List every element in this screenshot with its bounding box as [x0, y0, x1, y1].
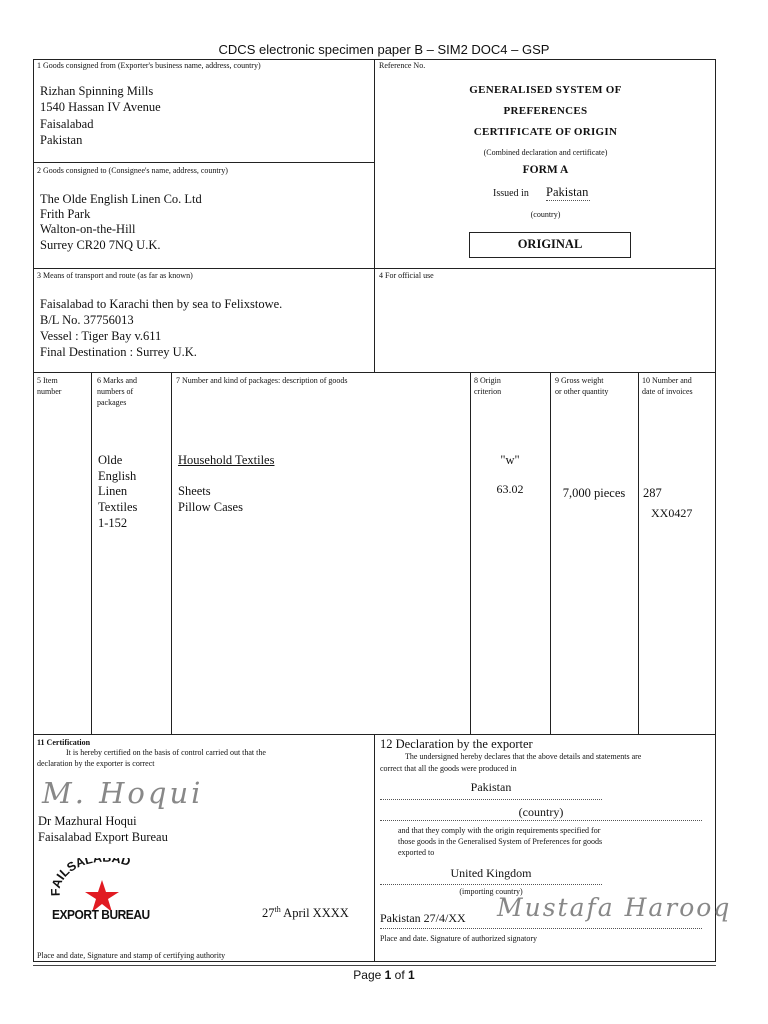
page-indicator	[0, 968, 768, 982]
box4-label: 4 For official use	[379, 271, 434, 280]
form-a-label: FORM A	[522, 164, 569, 176]
box1-label: 1 Goods consigned from (Exporter's business name, address, country)	[37, 61, 261, 70]
col9-header-2: or other quantity	[555, 387, 609, 396]
page-number: 1	[384, 968, 392, 982]
goods-description-title: Household Textiles	[178, 453, 275, 467]
col5-header-1: 5 Item	[37, 376, 58, 385]
gsp-title-2: PREFERENCES	[503, 105, 588, 117]
transport-line-4: Final Destination : Surrey U.K.	[40, 345, 197, 359]
col7-header: 7 Number and kind of packages: description of goods	[176, 376, 348, 385]
certifier-organisation: Faisalabad Export Bureau	[38, 830, 168, 844]
goods-item-2: Pillow Cases	[178, 500, 243, 514]
invoice-number: 287	[643, 486, 662, 500]
invoice-reference: XX0427	[651, 506, 693, 520]
col6-header-2: numbers of	[97, 387, 134, 396]
box2-label: 2 Goods consigned to (Consignee's name, address, country)	[37, 166, 228, 175]
page-mid: of	[391, 968, 409, 982]
divider-box3	[33, 372, 716, 373]
certification-date-day: 27	[262, 906, 275, 921]
exporter-signature: Mustafa Harooq	[497, 893, 732, 922]
col8-header-1: 8 Origin	[474, 376, 501, 385]
issued-country-caption: (country)	[530, 210, 561, 219]
gsp-title-3: CERTIFICATE OF ORIGIN	[473, 126, 618, 138]
declaration-text-1: The undersigned hereby declares that the above details and statements are	[405, 752, 642, 761]
stamp-bottom-text: EXPORT BUREAU	[52, 907, 150, 922]
transport-line-2: B/L No. 37756013	[40, 313, 134, 327]
col6-header-1: 6 Marks and	[97, 376, 137, 385]
certification-date-suffix: th	[274, 905, 281, 914]
col-divider-7	[470, 372, 471, 734]
box12-title: 12 Declaration by the exporter	[380, 737, 533, 751]
declaration-text-5: exported to	[398, 848, 435, 857]
exporter-line-3: Faisalabad	[40, 117, 94, 131]
goods-item-1: Sheets	[178, 484, 211, 498]
divider-box2	[33, 268, 716, 269]
box12-footer: Place and date. Signature of authorized signatory	[380, 934, 538, 943]
importing-country-line	[380, 884, 602, 885]
col10-header-1: 10 Number and	[642, 376, 692, 385]
declaration-text-3: and that they comply with the origin requirements specified for	[398, 826, 601, 835]
exporter-line-2: 1540 Hassan IV Avenue	[40, 100, 161, 114]
marks-line-5: 1-152	[98, 516, 128, 530]
importing-country-caption: (importing country)	[459, 887, 523, 896]
gross-quantity: 7,000 pieces	[562, 486, 626, 500]
declaration-text-2: correct that all the goods were produced in	[380, 764, 517, 773]
stamp-arc-text	[50, 858, 132, 896]
stamp-top-text: AILSALA AD	[50, 858, 133, 890]
exporter-line-4: Pakistan	[40, 133, 83, 147]
col9-header-1: 9 Gross weight	[555, 376, 604, 385]
col8-header-2: criterion	[474, 387, 502, 396]
box3-label: 3 Means of transport and route (as far as known)	[37, 271, 193, 280]
certifier-signature: M. Hoqui	[42, 776, 204, 810]
marks-line-4: Textiles	[98, 500, 138, 514]
signature-line	[380, 928, 702, 929]
footer-rule	[33, 965, 716, 966]
col10-header-2: date of invoices	[642, 387, 693, 396]
marks-line-3: Linen	[98, 484, 128, 498]
production-country-caption: (country)	[518, 805, 564, 819]
origin-criterion: "w"	[500, 453, 520, 467]
page-prefix: Page	[353, 968, 385, 982]
original-label: ORIGINAL	[517, 237, 583, 251]
origin-criterion-code: 63.02	[496, 482, 524, 496]
marks-line-1: Olde	[98, 453, 123, 467]
consignee-line-1: The Olde English Linen Co. Ltd	[40, 192, 202, 206]
certifier-name: Dr Mazhural Hoqui	[38, 814, 137, 828]
transport-line-3: Vessel : Tiger Bay v.611	[40, 329, 162, 343]
importing-country: United Kingdom	[450, 866, 532, 880]
bottom-divider	[374, 734, 375, 962]
certification-text-2: declaration by the exporter is correct	[37, 759, 155, 768]
gsp-title-1: GENERALISED SYSTEM OF	[469, 84, 622, 96]
consignee-line-4: Surrey CR20 7NQ U.K.	[40, 238, 161, 252]
declaration-place-date: Pakistan 27/4/XX	[380, 911, 466, 925]
certification-date	[262, 905, 349, 921]
page-total: 1	[408, 968, 415, 982]
box11-footer: Place and date, Signature and stamp of certifying authority	[37, 951, 226, 960]
col-divider-8	[550, 372, 551, 734]
document-header: CDCS electronic specimen paper B – SIM2 DOC4 – GSP	[218, 42, 550, 57]
marks-line-2: English	[98, 469, 137, 483]
issued-in-label: Issued in	[493, 188, 529, 199]
production-country: Pakistan	[470, 780, 512, 794]
production-country-line	[380, 799, 602, 800]
divider-box1	[33, 162, 375, 163]
consignee-line-3: Walton-on-the-Hill	[40, 222, 136, 236]
gsp-subtitle: (Combined declaration and certificate)	[483, 148, 608, 157]
exporter-line-1: Rizhan Spinning Mills	[40, 84, 154, 98]
declaration-text-4: those goods in the Generalised System of Preferences for goods	[398, 837, 603, 846]
col-divider-9	[638, 372, 639, 734]
col6-header-3: packages	[97, 398, 127, 407]
consignee-line-2: Frith Park	[40, 207, 91, 221]
box11-label: 11 Certification	[37, 738, 91, 747]
transport-line-1: Faisalabad to Karachi then by sea to Felixstowe.	[40, 297, 283, 311]
issued-in-country: Pakistan	[546, 185, 589, 199]
certification-date-rest: April XXXX	[280, 906, 349, 921]
col-divider-5	[91, 372, 92, 734]
certification-text-1: It is hereby certified on the basis of control carried out that the	[66, 748, 266, 757]
reference-label: Reference No.	[379, 61, 426, 70]
col5-header-2: number	[37, 387, 62, 396]
col-divider-6	[171, 372, 172, 734]
production-country-caption-line	[380, 820, 702, 821]
